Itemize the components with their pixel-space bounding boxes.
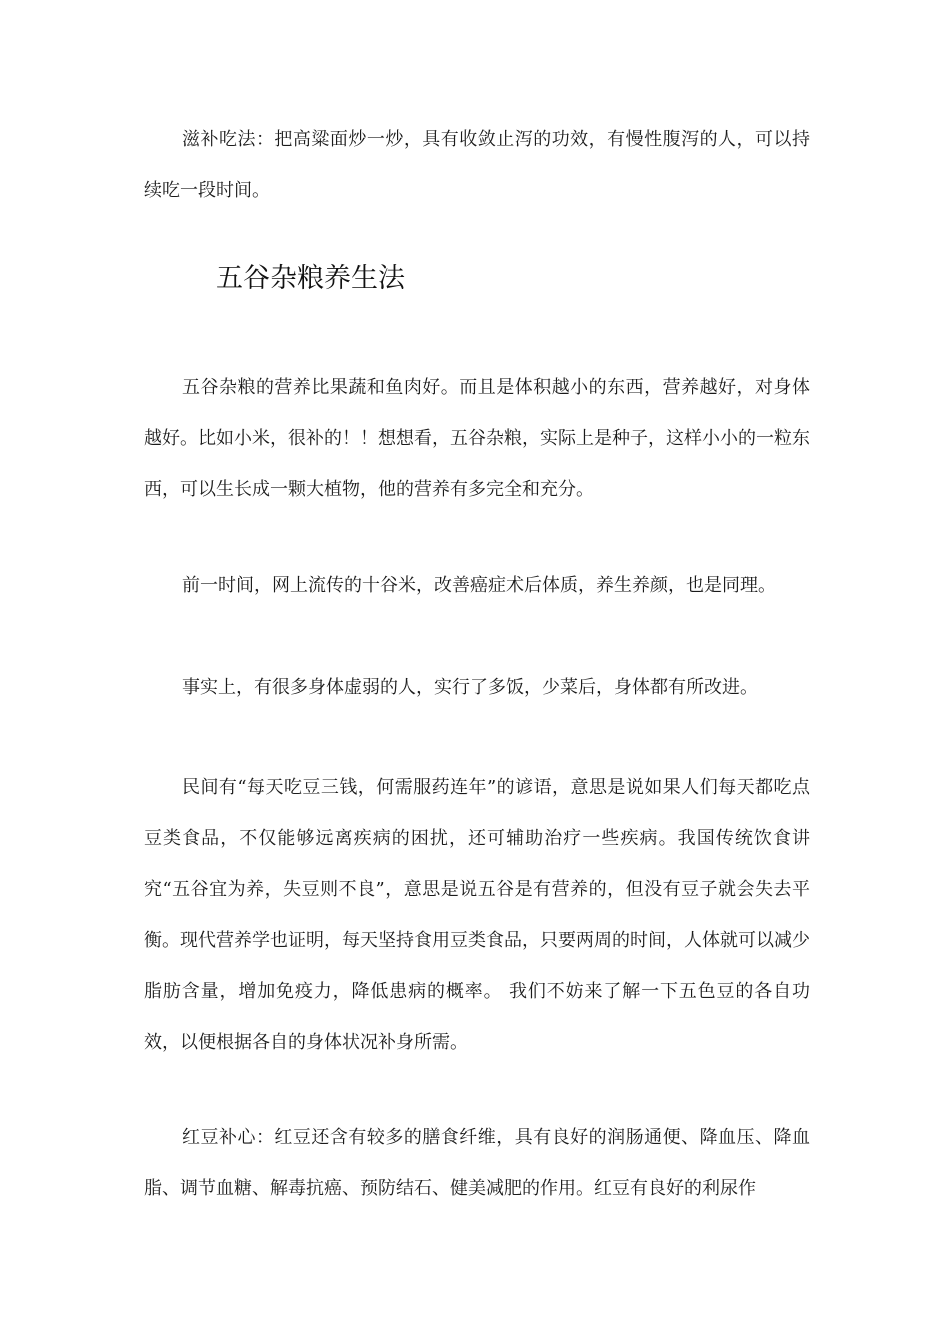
paragraph-ten-grain-rice: 前一时间，网上流传的十谷米，改善癌症术后体质，养生养颜，也是同理。: [182, 575, 776, 596]
paragraph-red-bean: 红豆补心：红豆还含有较多的膳食纤维，具有良好的润肠通便、降血压、降血脂、调节血糖、解毒抗癌、预防结石、健美减肥的作用。红豆有良好的利尿作: [144, 1127, 810, 1199]
paragraph-grains-nutrition: 五谷杂粮的营养比果蔬和鱼肉好。而且是体积越小的东西，营养越好，对身体越好。比如小米，很补的！！想想看，五谷杂粮，实际上是种子，这样小小的一粒东西，可以生长成一颗大植物，他的营养有多完全和充分。: [144, 377, 810, 500]
section-heading: 五谷杂粮养生法: [216, 263, 405, 294]
paragraph-more-rice-less-dishes: 事实上，有很多身体虚弱的人，实行了多饭，少菜后，身体都有所改进。: [182, 677, 758, 698]
intro-paragraph: 滋补吃法：把高粱面炒一炒，具有收敛止泻的功效，有慢性腹泻的人，可以持续吃一段时间。: [144, 129, 810, 201]
paragraph-beans-proverb: 民间有“每天吃豆三钱，何需服药连年”的谚语，意思是说如果人们每天都吃点豆类食品，不仅能够远离疾病的困扰，还可辅助治疗一些疾病。我国传统饮食讲究“五谷宜为养，失豆则不良”，意思是说五谷是有营养的，但没有豆子就会失去平衡。现代营养学也证明，每天坚持食用豆类食品，只要两周的时间，人体就可以减少脂肪含量，增加免疫力，降低患病的概率。 我们不妨来了解一下五色豆的各自功效，以便根据各自的身体状况补身所需。: [144, 777, 810, 1053]
